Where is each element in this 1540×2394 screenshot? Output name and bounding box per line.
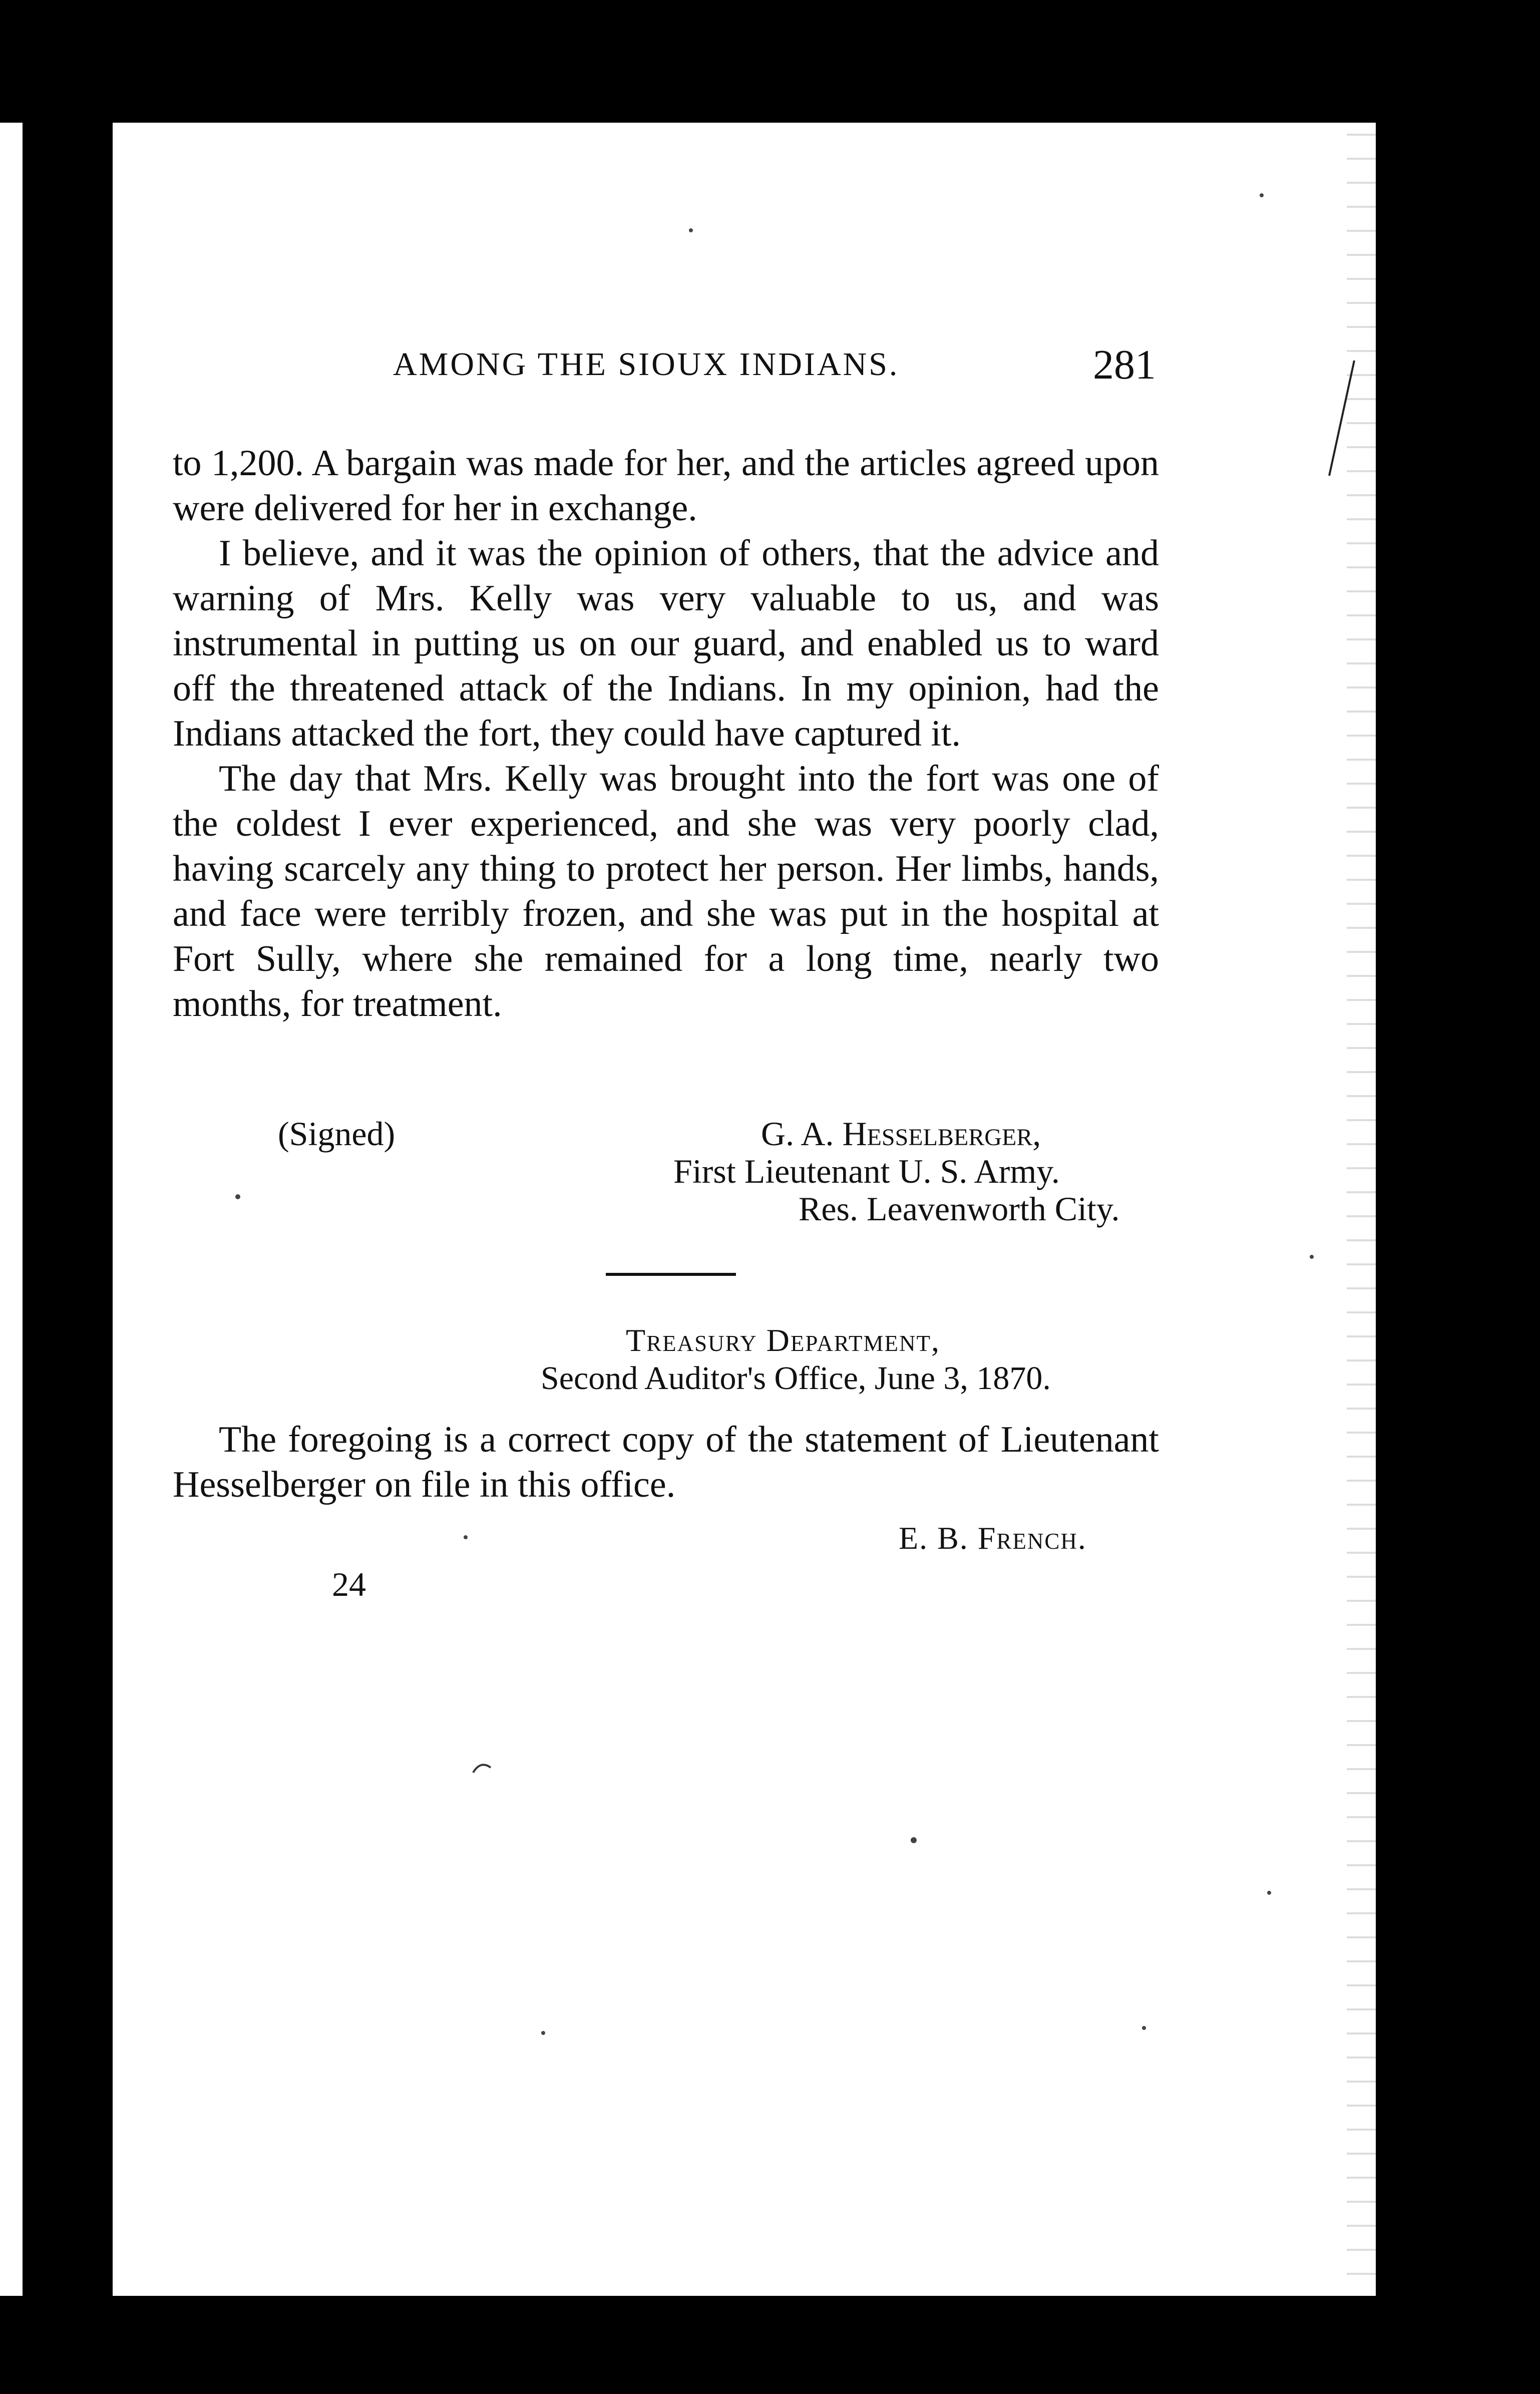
printer-signature-mark: 24 xyxy=(332,1565,366,1603)
page-number: 281 xyxy=(1093,341,1156,388)
body-text xyxy=(173,441,1159,1027)
page-edge xyxy=(1347,123,1376,2296)
paragraph: to 1,200. A bargain was made for her, and the articles agreed upon were delivered for her in exchange. xyxy=(173,443,1159,529)
section-rule xyxy=(606,1273,736,1276)
paragraph: The day that Mrs. Kelly was brought into the fort was one of the coldest I ever experienced, and she was very poorly clad, having scarcely any thing to protect her person. Her limbs, hands, and face were terribly frozen, and she was put in the hospital at Fort Sully, where she remained for a long time, nearly two months, for treatment. xyxy=(173,758,1159,1024)
office-date: Second Auditor's Office, June 3, 1870. xyxy=(541,1360,1051,1397)
paragraph: I believe, and it was the opinion of others, that the advice and warning of Mrs. Kelly was very valuable to us, and was instrumental in putting us on our guard, and enabled us to ward off the threatened attack of the Indians. In my opinion, had the Indians attacked the fort, they could have captured it. xyxy=(173,533,1159,754)
signer-name: G. A. Hesselberger, xyxy=(761,1115,1041,1153)
running-title: AMONG THE SIOUX INDIANS. xyxy=(393,346,900,383)
scan-left-strip xyxy=(0,123,23,2296)
signer-residence: Res. Leavenworth City. xyxy=(799,1190,1120,1228)
department-heading: Treasury Department, xyxy=(626,1322,941,1358)
certifier-name: E. B. French. xyxy=(899,1520,1087,1556)
signer-rank: First Lieutenant U. S. Army. xyxy=(673,1152,1060,1190)
certification-statement: The foregoing is a correct copy of the statement of Lieutenant Hesselberger on file in this office. xyxy=(173,1419,1159,1505)
signed-label: (Signed) xyxy=(278,1115,396,1153)
